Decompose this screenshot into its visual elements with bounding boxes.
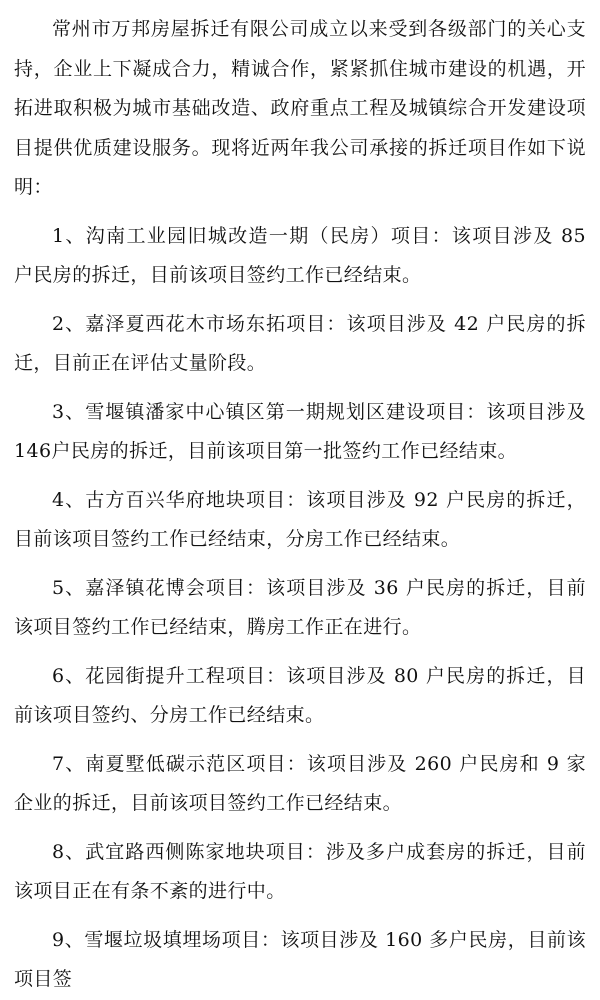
project-item-8: 8、武宜路西侧陈家地块项目：涉及多户成套房的拆迁，目前该项目正在有条不紊的进行中。 xyxy=(14,840,586,902)
project-item-2: 2、嘉泽夏西花木市场东拓项目：该项目涉及 42 户民房的拆迁，目前正在评估丈量阶段。 xyxy=(14,312,586,374)
project-item-1: 1、沟南工业园旧城改造一期（民房）项目：该项目涉及 85 户民房的拆迁，目前该项目签约工作已经结束。 xyxy=(14,224,586,286)
project-item-9: 9、雪堰垃圾填埋场项目：该项目涉及 160 多户民房，目前该项目签 xyxy=(14,928,586,990)
project-item-7: 7、南夏墅低碳示范区项目：该项目涉及 260 户民房和 9 家企业的拆迁，目前该项目签约工作已经结束。 xyxy=(14,752,586,814)
project-item-5: 5、嘉泽镇花博会项目：该项目涉及 36 户民房的拆迁，目前该项目签约工作已经结束，腾房工作正在进行。 xyxy=(14,576,586,638)
project-item-6: 6、花园街提升工程项目：该项目涉及 80 户民房的拆迁，目前该项目签约、分房工作已经结束。 xyxy=(14,664,586,726)
project-item-3: 3、雪堰镇潘家中心镇区第一期规划区建设项目：该项目涉及146户民房的拆迁，目前该项目第一批签约工作已经结束。 xyxy=(14,400,586,462)
project-item-4: 4、古方百兴华府地块项目：该项目涉及 92 户民房的拆迁，目前该项目签约工作已经结束，分房工作已经结束。 xyxy=(14,488,586,550)
intro-paragraph: 常州市万邦房屋拆迁有限公司成立以来受到各级部门的关心支持，企业上下凝成合力，精诚合作，紧紧抓住城市建设的机遇，开拓进取积极为城市基础改造、政府重点工程及城镇综合开发建设项目提供优质建设服务。现将近两年我公司承接的拆迁项目作如下说明： xyxy=(14,18,586,198)
